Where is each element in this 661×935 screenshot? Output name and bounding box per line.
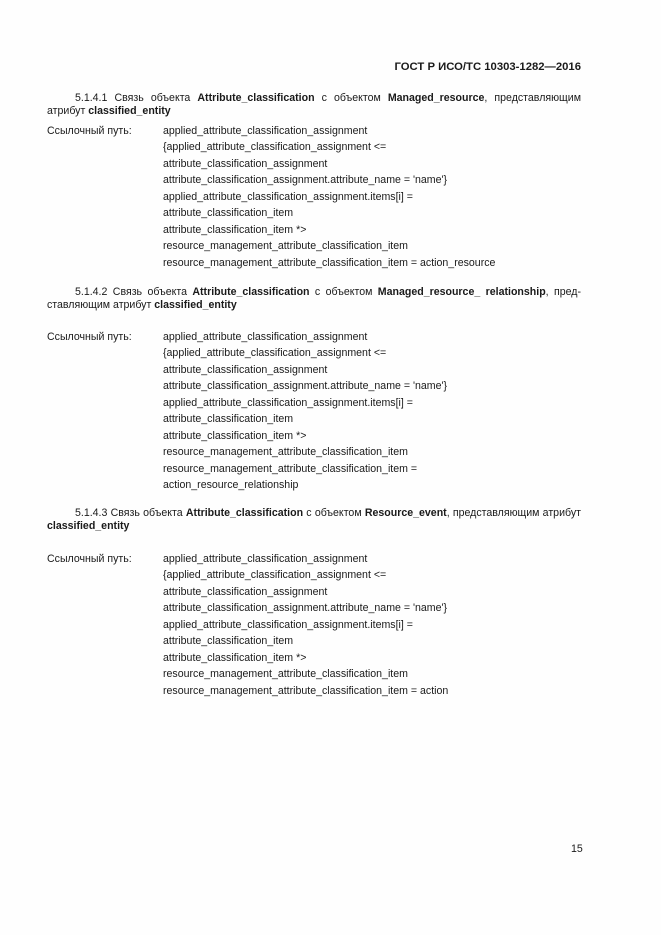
section-heading: [47, 286, 581, 313]
entity-name: Attribute_classification: [185, 507, 304, 519]
section-5-1-4-3: [47, 507, 581, 697]
section-heading: [47, 92, 581, 119]
heading-text: с объектом: [309, 286, 378, 298]
path-line: attribute_classification_item *>: [163, 651, 307, 664]
attribute-name: classified_entity: [88, 105, 171, 118]
path-line: resource_management_attribute_classification_item: [163, 240, 408, 253]
path-line: resource_management_attribute_classification_item =: [163, 462, 418, 475]
section-number: 5.1.4.1: [75, 92, 108, 104]
path-line: resource_management_attribute_classification_item = action: [163, 684, 449, 697]
section-5-1-4-2: [47, 286, 582, 492]
reference-path-label: Ссылочный путь:: [47, 552, 132, 565]
heading-text: , представляющим атрибут: [446, 507, 581, 519]
path-line: {applied_attribute_classification_assignment <=: [163, 347, 387, 360]
path-line: attribute_classification_item: [163, 635, 294, 648]
path-line: applied_attribute_classification_assignment: [163, 124, 368, 137]
path-line: attribute_classification_item *>: [163, 223, 307, 236]
section-5-1-4-1: [47, 92, 581, 269]
path-line: applied_attribute_classification_assignment.items[i] =: [163, 190, 413, 203]
attribute-name: classified_entity: [154, 299, 237, 312]
path-line: attribute_classification_assignment.attribute_name = 'name'}: [163, 380, 448, 393]
path-line: applied_attribute_classification_assignment: [163, 552, 368, 565]
path-line: resource_management_attribute_classification_item: [163, 668, 408, 681]
section-number: 5.1.4.2: [75, 286, 108, 298]
entity-name: Managed_resource: [387, 92, 485, 104]
heading-text: Связь объекта: [107, 507, 186, 519]
path-line: applied_attribute_classification_assignment.items[i] =: [163, 396, 413, 409]
path-line: attribute_classification_item *>: [163, 429, 307, 442]
path-line: attribute_classification_assignment.attribute_name = 'name'}: [163, 602, 448, 615]
reference-path-label: Ссылочный путь:: [47, 330, 132, 343]
path-line: attribute_classification_assignment: [163, 157, 328, 170]
entity-name: Attribute_classification: [192, 286, 310, 298]
path-line: attribute_classification_assignment: [163, 363, 328, 376]
path-line: attribute_classification_assignment: [163, 585, 328, 598]
path-line: resource_management_attribute_classification_item = action_resource: [163, 256, 496, 269]
path-line: attribute_classification_item: [163, 207, 294, 220]
heading-text: с объектом: [303, 507, 365, 519]
section-heading: [47, 507, 581, 534]
heading-text: , представляющим атрибут: [47, 286, 582, 312]
heading-text: , представляющим атрибут: [47, 92, 581, 118]
path-line: action_resource_relationship: [163, 479, 299, 492]
heading-text: Связь объекта: [107, 92, 198, 104]
path-line: attribute_classification_item: [163, 413, 294, 426]
entity-name: Attribute_classification: [197, 92, 315, 104]
entity-name: Resource_event: [364, 507, 447, 519]
entity-name: Managed_resource_ relationship: [377, 286, 546, 298]
page-number: 15: [571, 843, 583, 855]
heading-text: Связь объекта: [107, 286, 193, 298]
path-line: attribute_classification_assignment.attribute_name = 'name'}: [163, 174, 448, 187]
path-line: {applied_attribute_classification_assignment <=: [163, 569, 387, 582]
reference-path-label: Ссылочный путь:: [47, 124, 132, 137]
path-line: applied_attribute_classification_assignment.items[i] =: [163, 618, 413, 631]
heading-text: с объектом: [314, 92, 388, 104]
document-id-header: ГОСТ Р ИСО/ТС 10303-1282—2016: [394, 61, 581, 73]
path-line: applied_attribute_classification_assignment: [163, 330, 368, 343]
path-line: resource_management_attribute_classification_item: [163, 446, 408, 459]
section-number: 5.1.4.3: [75, 507, 108, 519]
path-line: {applied_attribute_classification_assignment <=: [163, 141, 387, 154]
attribute-name: classified_entity: [47, 520, 130, 533]
